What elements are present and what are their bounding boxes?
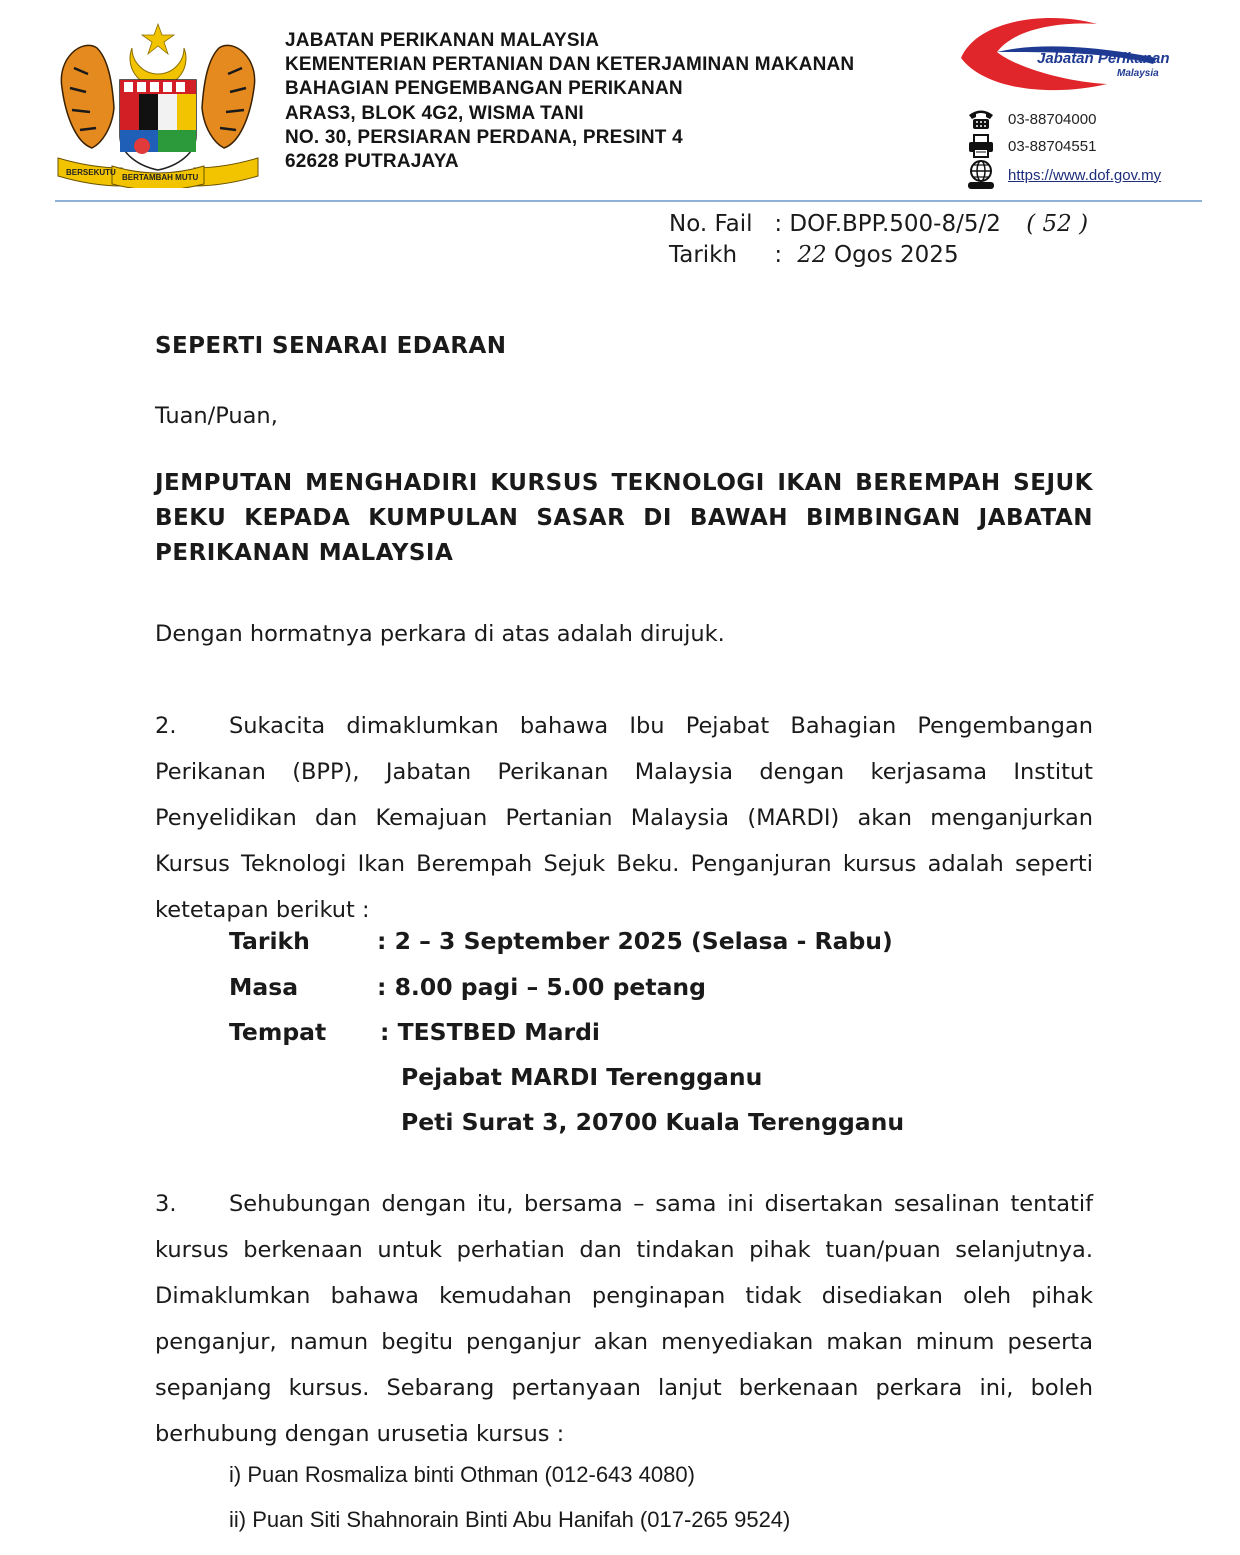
opening-sentence: Dengan hormatnya perkara di atas adalah dirujuk.: [155, 621, 725, 647]
phone-contact: [966, 107, 1096, 131]
recipient-line: SEPERTI SENARAI EDARAN: [155, 333, 507, 359]
schedule-place: [229, 1018, 600, 1046]
file-label: No. Fail: [669, 211, 753, 237]
crest-motto-left: BERSEKUTU: [66, 168, 116, 177]
org-line: ARAS3, BLOK 4G2, WISMA TANI: [285, 102, 584, 124]
org-line: JABATAN PERIKANAN MALAYSIA: [285, 30, 600, 51]
salutation: Tuan/Puan,: [155, 403, 278, 429]
date-colon: :: [774, 242, 783, 268]
fax-contact: [966, 134, 1096, 158]
secretariat-contact-1: i) Puan Rosmaliza binti Othman (012-643 4080): [229, 1462, 695, 1487]
secretariat-contact-2: ii) Puan Siti Shahnorain Binti Abu Hanifah (017-265 9524): [229, 1507, 791, 1532]
letter-subject: JEMPUTAN MENGHADIRI KURSUS TEKNOLOGI IKAN BEREMPAH SEJUK BEKU KEPADA KUMPULAN SASAR DI BAWAH BIMBINGAN JABATAN PERIKANAN MALAYSIA: [155, 470, 1093, 566]
file-handwritten-number: ( 52 ): [1026, 211, 1089, 237]
paragraph-text: Sehubungan dengan itu, bersama – sama ini disertakan sesalinan tentatif kursus berkenaan untuk perhatian dan tindakan pihak tuan/puan selanjutnya. Dimaklumkan bahawa kemudahan penginapan tidak disediakan oleh pihak penganjur, namun begitu penganjur akan menyediakan makan minum peserta sepanjang kursus. Sebarang pertanyaan lanjut berkenaan perkara ini, boleh berhubung dengan urusetia kursus :: [155, 1191, 1093, 1447]
file-reference: [669, 211, 1088, 237]
website-contact: [966, 160, 1161, 190]
date-month-year: Ogos 2025: [833, 242, 959, 268]
letterhead-address: [285, 29, 854, 174]
paragraph-number: 3.: [155, 1191, 177, 1217]
telephone-icon: [966, 107, 996, 131]
org-line: BAHAGIAN PENGEMBANGAN PERIKANAN: [285, 78, 683, 100]
logo-subtext: Malaysia: [1117, 68, 1159, 79]
org-line: KEMENTERIAN PERTANIAN DAN KETERJAMINAN MAKANAN: [285, 54, 855, 76]
paragraph-2: [155, 703, 1093, 933]
logo-text: Jabatan Perikanan: [1037, 50, 1170, 67]
paragraph-3: [155, 1181, 1093, 1457]
dof-logo: [957, 12, 1182, 94]
schedule-place-line-2: Pejabat MARDI Terengganu: [401, 1063, 763, 1091]
coat-of-arms-emblem: [52, 18, 264, 188]
schedule-place-label: Tempat: [229, 1018, 327, 1046]
fax-number: 03-88704551: [1008, 137, 1097, 155]
crest-motto-center: BERTAMBAH MUTU: [122, 173, 199, 182]
date-reference: [669, 242, 959, 268]
website-link[interactable]: https://www.dof.gov.my: [1008, 166, 1162, 184]
schedule-place-line-3: Peti Surat 3, 20700 Kuala Terengganu: [401, 1108, 905, 1136]
phone-number: 03-88704000: [1008, 110, 1097, 128]
schedule-time-value: : 8.00 pagi – 5.00 petang: [377, 973, 706, 1001]
fax-printer-icon: [966, 134, 996, 158]
globe-www-icon: [966, 160, 996, 190]
org-line: NO. 30, PERSIARAN PERDANA, PRESINT 4: [285, 126, 683, 148]
schedule-date: [229, 927, 893, 955]
schedule-date-value: : 2 – 3 September 2025 (Selasa - Rabu): [377, 927, 893, 955]
header-divider: [55, 200, 1202, 202]
date-label: Tarikh: [669, 242, 738, 268]
schedule-time-label: Masa: [229, 973, 299, 1001]
schedule-place-value: : TESTBED Mardi: [380, 1018, 600, 1046]
paragraph-number: 2.: [155, 713, 177, 739]
schedule-date-label: Tarikh: [229, 927, 310, 955]
date-handwritten-day: 22: [797, 242, 827, 268]
file-number: : DOF.BPP.500-8/5/2: [774, 211, 1001, 237]
paragraph-text: Sukacita dimaklumkan bahawa Ibu Pejabat Bahagian Pengembangan Perikanan (BPP), Jabatan Perikanan Malaysia dengan kerjasama Institut Penyelidikan dan Kemajuan Pertanian Malaysia (MARDI) akan menganjurkan Kursus Teknologi Ikan Berempah Sejuk Beku. Penganjuran kursus adalah seperti ketetapan berikut :: [155, 713, 1093, 923]
org-line: 62628 PUTRAJAYA: [285, 151, 459, 173]
schedule-time: [229, 973, 706, 1001]
